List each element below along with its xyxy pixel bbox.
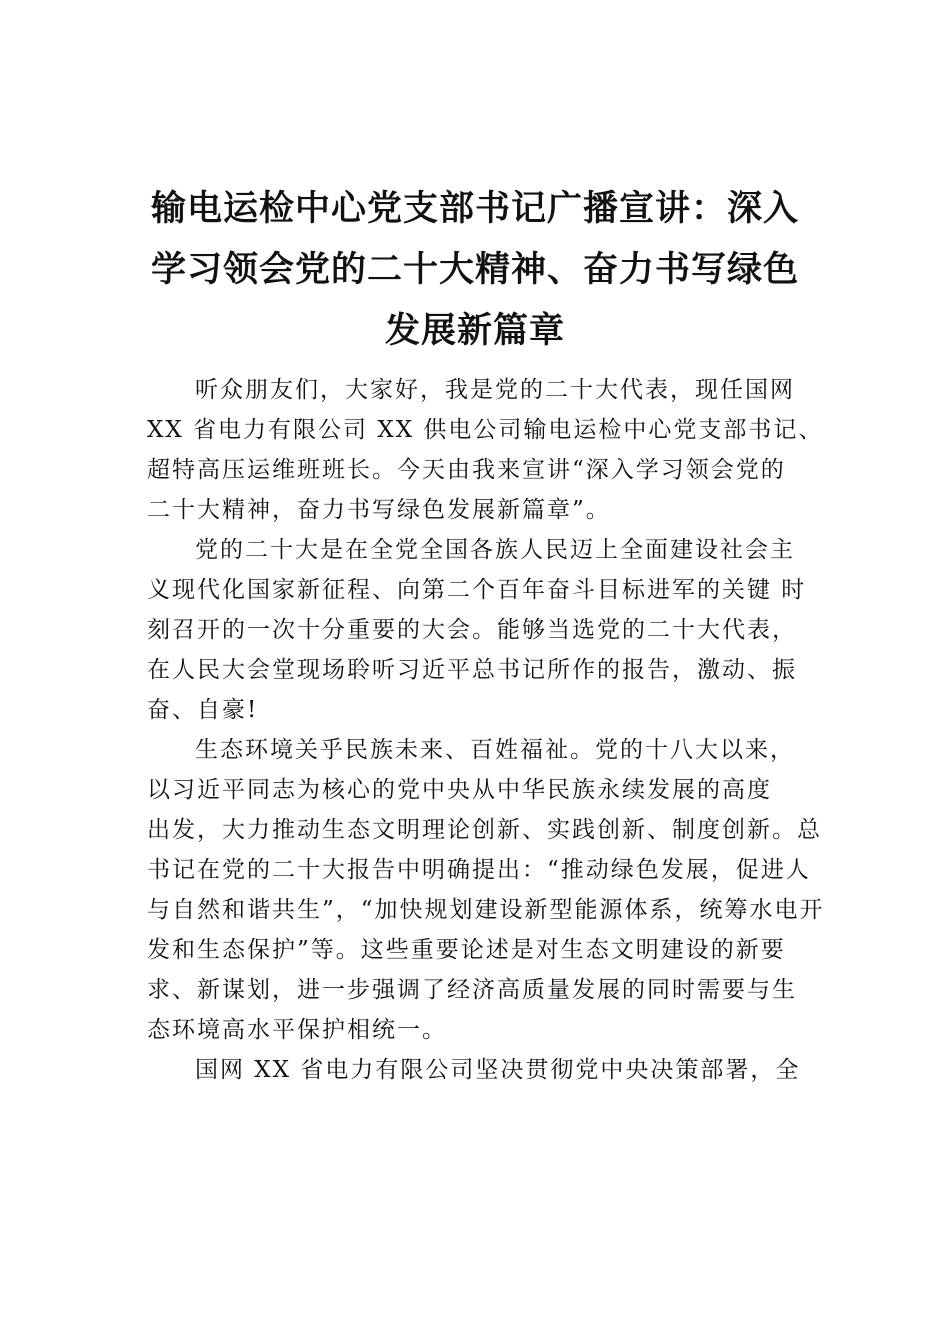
paragraph-1-line-4: 二十大精神，奋力书写绿色发展新篇章”。: [147, 497, 611, 523]
title-line-1: 输电运检中心党支部书记广播宣讲：深入: [150, 188, 799, 230]
paragraph-3-line-5: 与自然和谐共生”，“加快规划建设新型能源体系，统筹水电开: [147, 897, 825, 923]
paragraph-2-line-2: 义现代化国家新征程、向第二个百年奋斗目标进军的关键 时: [147, 577, 807, 603]
paragraph-3-line-8: 态环境高水平保护相统一。: [147, 1017, 447, 1043]
paragraph-2-line-1: 党的二十大是在全党全国各族人民迈上全面建设社会主: [195, 537, 795, 563]
paragraph-1-line-1: 听众朋友们，大家好，我是党的二十大代表，现任国网: [195, 377, 795, 403]
document-body: [147, 370, 837, 1090]
paragraph-3-line-6: 发和生态保护”等。这些重要论述是对生态文明建设的新要: [147, 937, 786, 963]
paragraph-3-line-2: 以习近平同志为核心的党中央从中华民族永续发展的高度: [147, 777, 772, 803]
title-line-3: 发展新篇章: [384, 310, 565, 352]
paragraph-3-line-4: 书记在党的二十大报告中明确提出：“推动绿色发展，促进人: [147, 857, 811, 883]
paragraph-2-line-5: 奋、自豪!: [147, 697, 259, 723]
title-line-2: 学习领会党的二十大精神、奋力书写绿色: [150, 249, 799, 291]
paragraph-2-line-3: 刻召开的一次十分重要的大会。能够当选党的二十大代表，: [147, 617, 797, 643]
paragraph-4-line-1: 国网 XX 省电力有限公司坚决贯彻党中央决策部署，全: [195, 1057, 801, 1083]
paragraph-3: [147, 730, 837, 1050]
paragraph-3-line-1: 生态环境关乎民族未来、百姓福祉。党的十八大以来，: [195, 737, 795, 763]
paragraph-1: [147, 370, 837, 530]
paragraph-2-line-4: 在人民大会堂现场聆听习近平总书记所作的报告，激动、振: [147, 657, 797, 683]
paragraph-4: [147, 1050, 837, 1090]
document-title: [130, 178, 820, 361]
paragraph-3-line-3: 出发，大力推动生态文明理论创新、实践创新、制度创新。总: [147, 817, 822, 843]
paragraph-2: [147, 530, 837, 730]
paragraph-3-line-7: 求、新谋划，进一步强调了经济高质量发展的同时需要与生: [147, 977, 797, 1003]
paragraph-1-line-2: XX 省电力有限公司 XX 供电公司输电运检中心党支部书记、: [147, 417, 824, 443]
paragraph-1-line-3: 超特高压运维班班长。今天由我来宣讲“深入学习领会党的: [147, 457, 786, 483]
